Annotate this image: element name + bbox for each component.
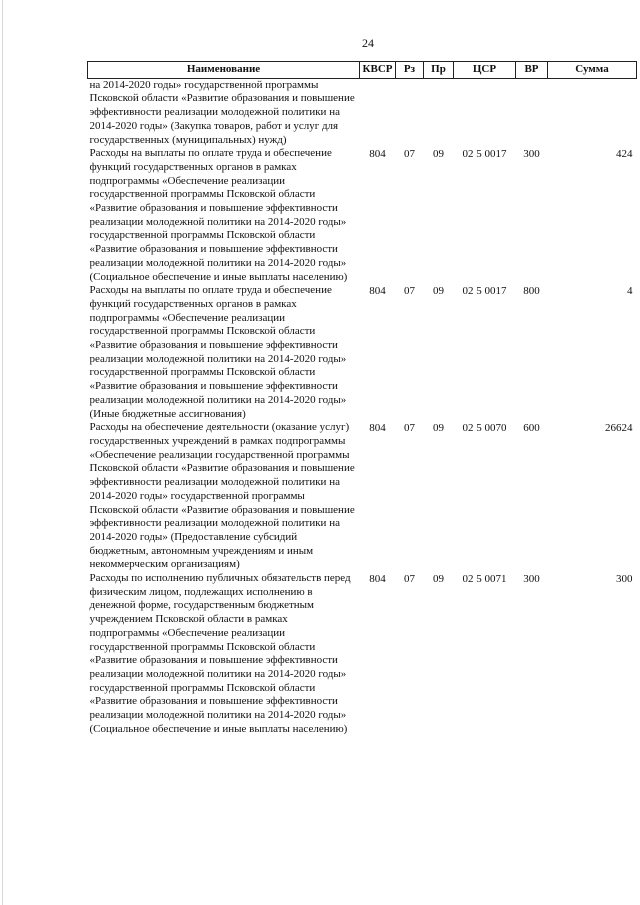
header-name: Наименование <box>88 62 360 79</box>
page-number: 24 <box>362 36 374 50</box>
row-sum <box>548 78 637 147</box>
row-name: на 2014-2020 годы» государственной программы Псковской области «Развитие образования и повышение эффективности реализации молодежной политики на 2014-2020 годы» (Закупка товаров, работ и услуг для государственных (муниципальных) нужд) <box>89 78 355 146</box>
row-sum: 26624 <box>605 422 633 435</box>
scan-edge-line <box>2 0 3 905</box>
table-row <box>88 421 637 572</box>
header-row <box>88 62 637 79</box>
row-vr: 600 <box>523 422 540 435</box>
row-pr <box>424 78 454 147</box>
row-name: Расходы на выплаты по оплате труда и обеспечение функций государственных органов в рамках подпрограммы «Обеспечение реализации государственной программы Псковской области «Развитие образования и повышение эффективности реализации молодежной политики на 2014-2020 годы» государственной программы Псковской области «Развитие образования и повышение эффективности реализации молодежной политики на 2014-2020 годы» (Иные бюджетные ассигнования) <box>89 284 347 420</box>
table-row <box>88 147 637 284</box>
header-kvsr: КВСР <box>360 62 396 79</box>
header-sum: Сумма <box>548 62 637 79</box>
budget-table <box>87 61 637 736</box>
row-pr: 09 <box>433 148 444 161</box>
row-kvsr: 804 <box>369 148 386 161</box>
row-rz: 07 <box>404 422 415 435</box>
row-name: Расходы на выплаты по оплате труда и обеспечение функций государственных органов в рамках подпрограммы «Обеспечение реализации государственной программы Псковской области «Развитие образования и повышение эффективности реализации молодежной политики на 2014-2020 годы» государственной программы Псковской области «Развитие образования и повышение эффективности реализации молодежной политики на 2014-2020 годы» (Социальное обеспечение и иные выплаты населению) <box>89 147 348 283</box>
row-sum: 4 <box>627 285 633 298</box>
table-row <box>88 572 637 736</box>
row-sum: 424 <box>616 148 633 161</box>
header-pr: Пр <box>424 62 454 79</box>
row-sum: 300 <box>616 573 633 586</box>
row-name: Расходы по исполнению публичных обязательств перед физическим лицом, подлежащих исполнению в денежной форме, государственным бюджетным учреждением Псковской области в рамках подпрограммы «Обеспечение реализации государственной программы Псковской области «Развитие образования и повышение эффективности реализации молодежной политики на 2014-2020 годы» государственной программы Псковской области «Развитие образования и повышение эффективности реализации молодежной политики на 2014-2020 годы» (Социальное обеспечение и иные выплаты населению) <box>89 572 351 735</box>
row-vr: 300 <box>523 573 540 586</box>
table-row <box>88 284 637 421</box>
row-pr: 09 <box>433 422 444 435</box>
row-name: Расходы на обеспечение деятельности (оказание услуг) государственных учреждений в рамках подпрограммы «Обеспечение реализации государственной программы Псковской области «Развитие образования и повышение эффективности реализации молодежной политики на 2014-2020 годы» государственной программы Псковской области «Развитие образования и повышение эффективности реализации молодежной политики на 2014-2020 годы» (Предоставление субсидий бюджетным, автономным учреждениям и иным некоммерческим организациям) <box>89 421 355 571</box>
header-csr: ЦСР <box>454 62 516 79</box>
header-rz: Рз <box>396 62 424 79</box>
row-csr: 02 5 0017 <box>462 148 507 161</box>
row-vr: 300 <box>523 148 540 161</box>
row-vr: 800 <box>523 285 540 298</box>
table-body <box>88 78 637 736</box>
row-rz <box>396 78 424 147</box>
table-row <box>88 78 637 147</box>
table-header <box>88 62 637 79</box>
row-vr <box>516 78 548 147</box>
row-rz: 07 <box>404 285 415 298</box>
row-kvsr: 804 <box>369 573 386 586</box>
row-csr: 02 5 0070 <box>462 422 507 435</box>
row-rz: 07 <box>404 148 415 161</box>
row-pr: 09 <box>433 285 444 298</box>
row-csr <box>454 78 516 147</box>
row-csr: 02 5 0017 <box>462 285 507 298</box>
row-kvsr: 804 <box>369 285 386 298</box>
row-csr: 02 5 0071 <box>462 573 507 586</box>
row-kvsr <box>360 78 396 147</box>
row-rz: 07 <box>404 573 415 586</box>
row-kvsr: 804 <box>369 422 386 435</box>
header-vr: ВР <box>516 62 548 79</box>
row-pr: 09 <box>433 573 444 586</box>
